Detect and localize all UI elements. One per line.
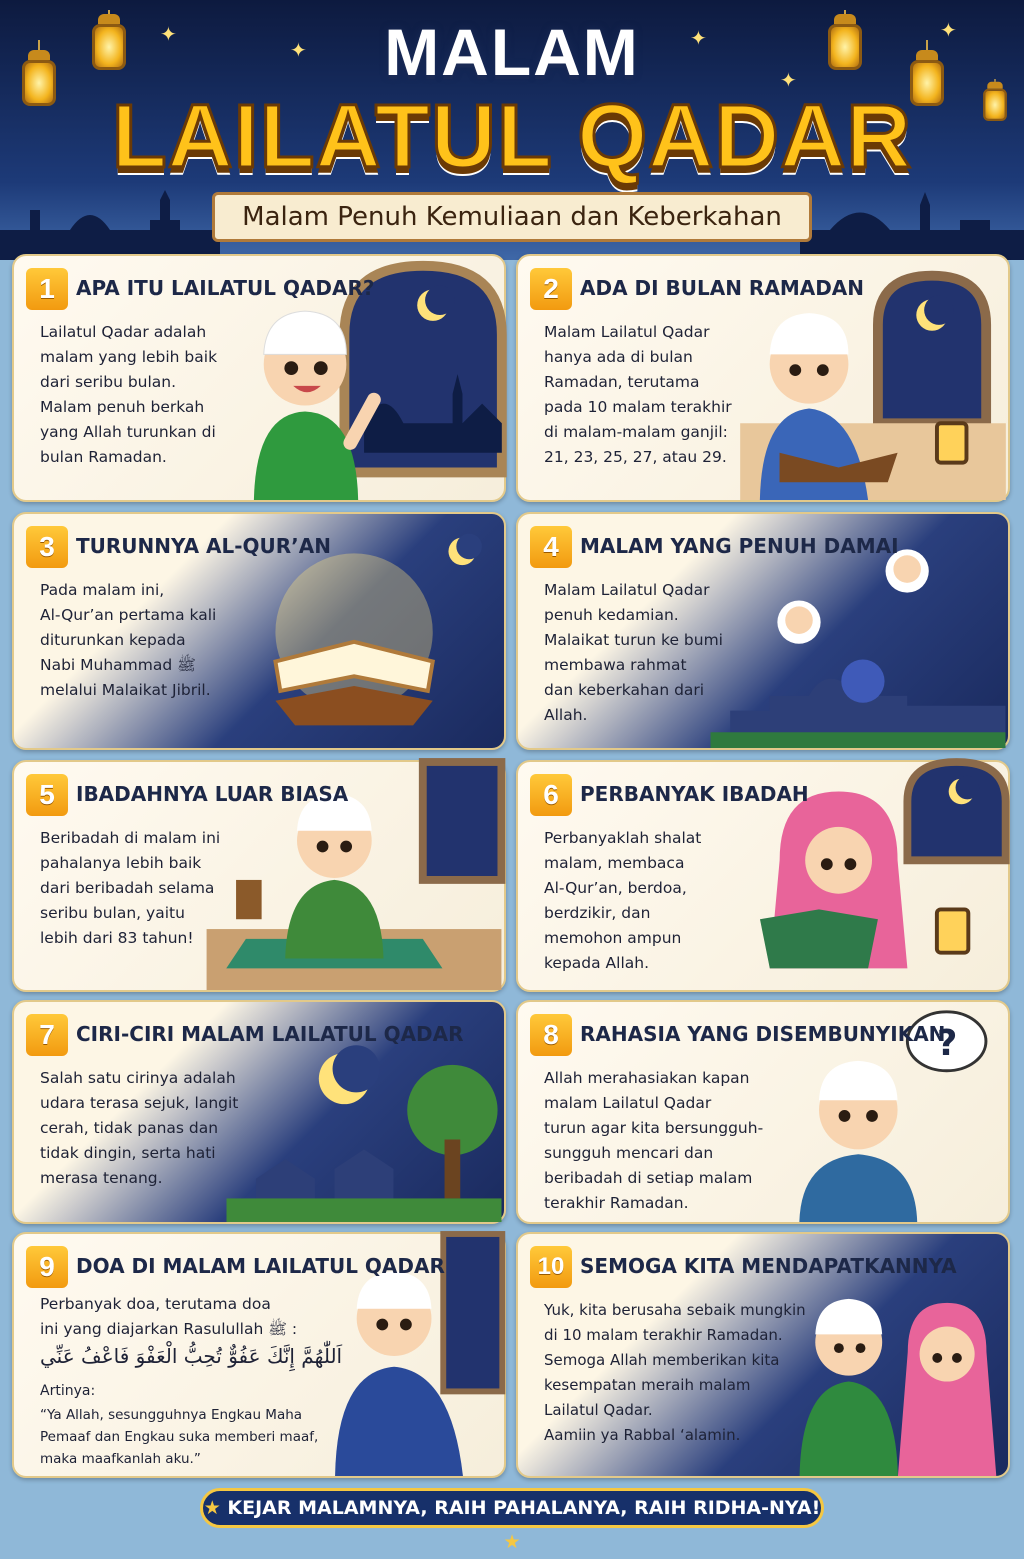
star-icon: ✦ [290, 38, 307, 62]
dua-arabic: اَللّٰهُمَّ إِنَّكَ عَفُوٌّ تُحِبُّ الْعَفْوَ فَاعْفُ عَنِّي [40, 1344, 343, 1368]
card-text: Yuk, kita berusaha sebaik mungkin di 10 malam terakhir Ramadan. Semoga Allah memberikan kita kesempatan meraih malam Lailatul Qadar. Aamiin ya Rabbal ‘alamin. [544, 1301, 806, 1444]
star-icon: ✦ [160, 22, 177, 46]
number-badge: 8 [530, 1014, 572, 1056]
card-title: SEMOGA KITA MENDAPATKANNYA [580, 1254, 957, 1278]
card-title: TURUNNYA AL-QUR’AN [76, 534, 331, 558]
card-text: Perbanyaklah shalat malam, membaca Al-Qur’an, berdoa, berdzikir, dan memohon ampun kepada Allah. [544, 829, 702, 972]
number-badge: 1 [26, 268, 68, 310]
number-badge: 5 [26, 774, 68, 816]
dua-meaning: “Ya Allah, sesungguhnya Engkau Maha Pemaaf dan Engkau suka memberi maaf, maka maafkanlah aku.” [40, 1407, 319, 1467]
card-text: Lailatul Qadar adalah malam yang lebih baik dari seribu bulan. Malam penuh berkah yang Allah turunkan di bulan Ramadan. [40, 323, 218, 466]
card-title: CIRI-CIRI MALAM LAILATUL QADAR [76, 1022, 464, 1046]
card-1 [12, 254, 506, 502]
number-badge: 9 [26, 1246, 68, 1288]
star-icon: ★ [203, 1497, 221, 1519]
svg-text:?: ? [936, 1023, 958, 1065]
number-badge: 2 [530, 268, 572, 310]
card-text: Malam Lailatul Qadar hanya ada di bulan Ramadan, terutama pada 10 malam terakhir di malam-malam ganjil: 21, 23, 25, 27, atau 29. [544, 323, 732, 466]
card-text: Malam Lailatul Qadar penuh kedamian. Malaikat turun ke bumi membawa rahmat dan keberkahan dari Allah. [544, 581, 723, 724]
card-title: RAHASIA YANG DISEMBUNYIKAN [580, 1022, 946, 1046]
card-title: MALAM YANG PENUH DAMAI [580, 534, 899, 558]
footer-text: KEJAR MALAMNYA, RAIH PAHALANYA, RAIH RIDHA-NYA! [227, 1497, 821, 1519]
meaning-label: Artinya: [40, 1383, 96, 1399]
card-3 [12, 512, 506, 750]
footer-banner [200, 1488, 824, 1553]
card-6 [516, 760, 1010, 992]
star-icon: ✦ [940, 18, 957, 42]
number-badge: 10 [530, 1246, 572, 1288]
title-malam: MALAM [384, 15, 640, 89]
card-10 [516, 1232, 1010, 1478]
card-4 [516, 512, 1010, 750]
card-text: Pada malam ini, Al-Qur’an pertama kali diturunkan kepada Nabi Muhammad ﷺ melalui Malaikat Jibril. [40, 581, 217, 699]
card-text: Perbanyak doa, terutama doa ini yang diajarkan Rasulullah ﷺ : [40, 1295, 298, 1338]
card-7 [12, 1000, 506, 1224]
subtitle-banner: Malam Penuh Kemuliaan dan Keberkahan [212, 192, 812, 242]
card-title: PERBANYAK IBADAH [580, 782, 809, 806]
card-8 [516, 1000, 1010, 1224]
star-icon: ✦ [690, 26, 707, 50]
card-title: ADA DI BULAN RAMADAN [580, 276, 865, 300]
number-badge: 7 [26, 1014, 68, 1056]
card-title: APA ITU LAILATUL QADAR? [76, 276, 375, 300]
card-text: Beribadah di malam ini pahalanya lebih baik dari beribadah selama seribu bulan, yaitu lebih dari 83 tahun! [40, 829, 221, 947]
card-title: IBADAHNYA LUAR BIASA [76, 782, 349, 806]
number-badge: 6 [530, 774, 572, 816]
card-5 [12, 760, 506, 992]
number-badge: 3 [26, 526, 68, 568]
card-2 [516, 254, 1010, 502]
card-text: Allah merahasiakan kapan malam Lailatul Qadar turun agar kita bersungguh- sungguh mencari dan beribadah di setiap malam terakhir Ramadan. [544, 1069, 764, 1212]
title-lailatul-qadar: LAILATUL QADAR [111, 87, 913, 187]
star-icon: ✦ [780, 68, 797, 92]
card-text: Salah satu cirinya adalah udara terasa sejuk, langit cerah, tidak panas dan tidak dingin, serta hati merasa tenang. [40, 1069, 239, 1187]
card-title: DOA DI MALAM LAILATUL QADAR [76, 1254, 445, 1278]
card-9 [12, 1232, 506, 1478]
number-badge: 4 [530, 526, 572, 568]
star-icon: ★ [503, 1531, 521, 1553]
